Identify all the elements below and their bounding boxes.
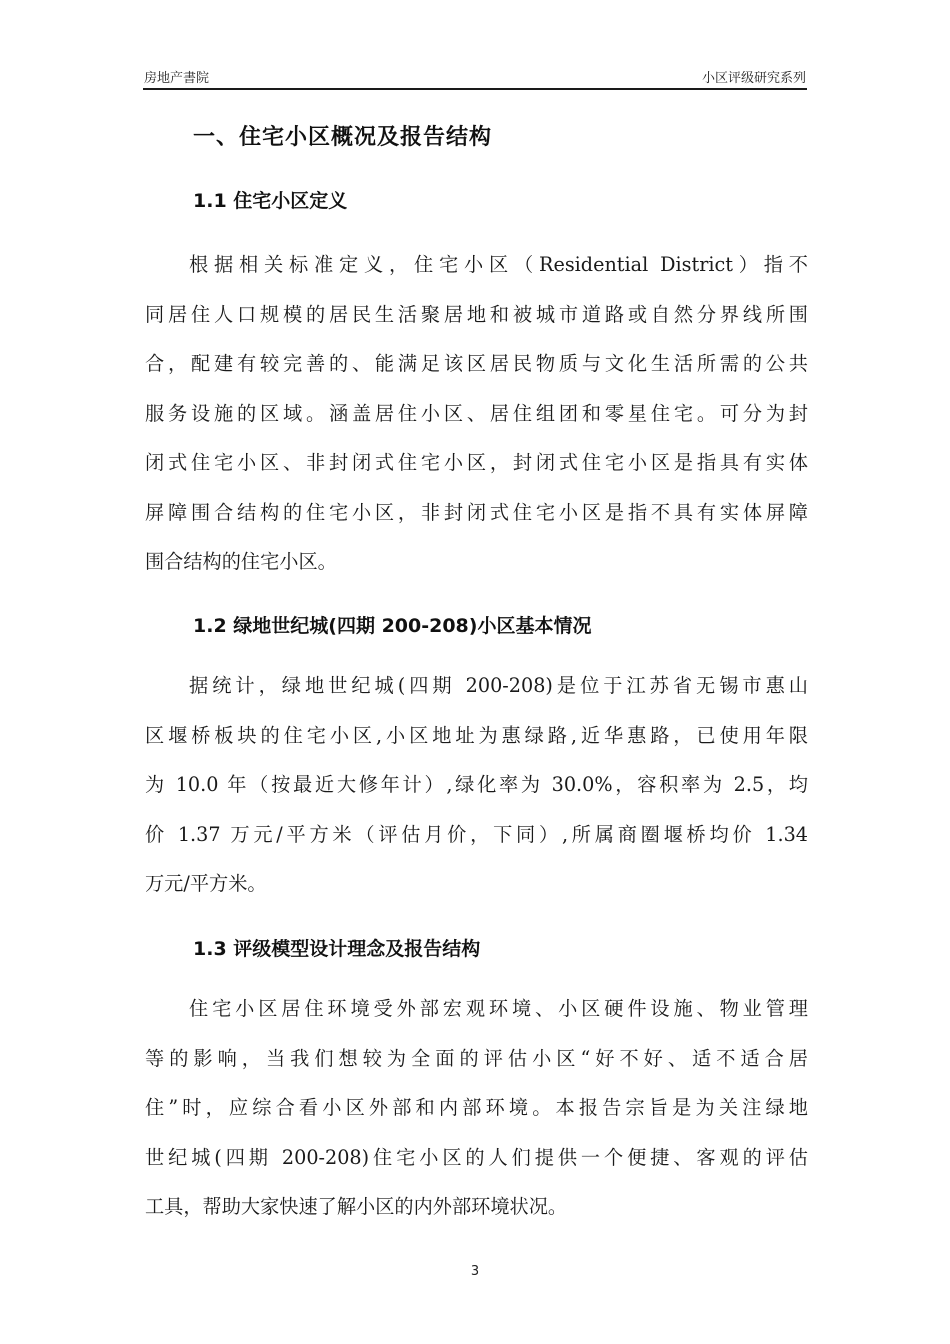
paragraph-line: 合，配建有较完善的、能满足该区居民物质与文化生活所需的公共 [145,352,808,375]
page-header [143,66,807,90]
paragraph-line: 根据相关标准定义，住宅小区（Residential District）指不 [189,253,808,276]
paragraph-line: 围合结构的住宅小区。 [145,550,337,573]
paragraph-line: 住”时，应综合看小区外部和内部环境。本报告宗旨是为关注绿地 [145,1096,808,1119]
section-heading-1-3: 1.3 评级模型设计理念及报告结构 [193,938,481,960]
paragraph-line: 区堰桥板块的住宅小区,小区地址为惠绿路,近华惠路，已使用年限 [145,723,808,747]
paragraph-line: 同居住人口规模的居民生活聚居地和被城市道路或自然分界线所围 [145,302,808,326]
chapter-title: 一、住宅小区概况及报告结构 [193,125,493,150]
paragraph-line: 世纪城(四期 200-208)住宅小区的人们提供一个便捷、客观的评估 [145,1145,808,1169]
paragraph-line: 住宅小区居住环境受外部宏观环境、小区硬件设施、物业管理 [189,997,808,1020]
paragraph-line: 闭式住宅小区、非封闭式住宅小区，封闭式住宅小区是指具有实体 [145,451,808,474]
paragraph-line: 屏障围合结构的住宅小区，非封闭式住宅小区是指不具有实体屏障 [145,500,808,524]
paragraph-line: 工具，帮助大家快速了解小区的内外部环境状况。 [145,1195,568,1218]
paragraph-line: 万元/平方米。 [145,872,267,895]
paragraph-line: 价 1.37 万元/平方米（评估月价，下同）,所属商圈堰桥均价 1.34 [145,822,808,846]
header-series-title: 小区评级研究系列 [701,71,806,86]
page-number: 3 [470,1264,480,1279]
section-1-2-paragraph [145,661,808,909]
paragraph-line: 据统计，绿地世纪城(四期 200-208)是位于江苏省无锡市惠山 [189,674,808,697]
header-publisher: 房地产書院 [144,71,210,86]
section-1-1-paragraph [145,240,808,587]
paragraph-line: 服务设施的区域。涵盖居住小区、居住组团和零星住宅。可分为封 [145,401,808,425]
paragraph-line: 为 10.0 年（按最近大修年计）,绿化率为 30.0%，容积率为 2.5，均 [145,773,808,796]
paragraph-line: 等的影响，当我们想较为全面的评估小区“好不好、适不适合居 [145,1046,808,1070]
section-heading-1-1: 1.1 住宅小区定义 [193,190,348,212]
section-1-3-paragraph [145,984,808,1232]
section-heading-1-2: 1.2 绿地世纪城(四期 200-208)小区基本情况 [193,615,592,637]
